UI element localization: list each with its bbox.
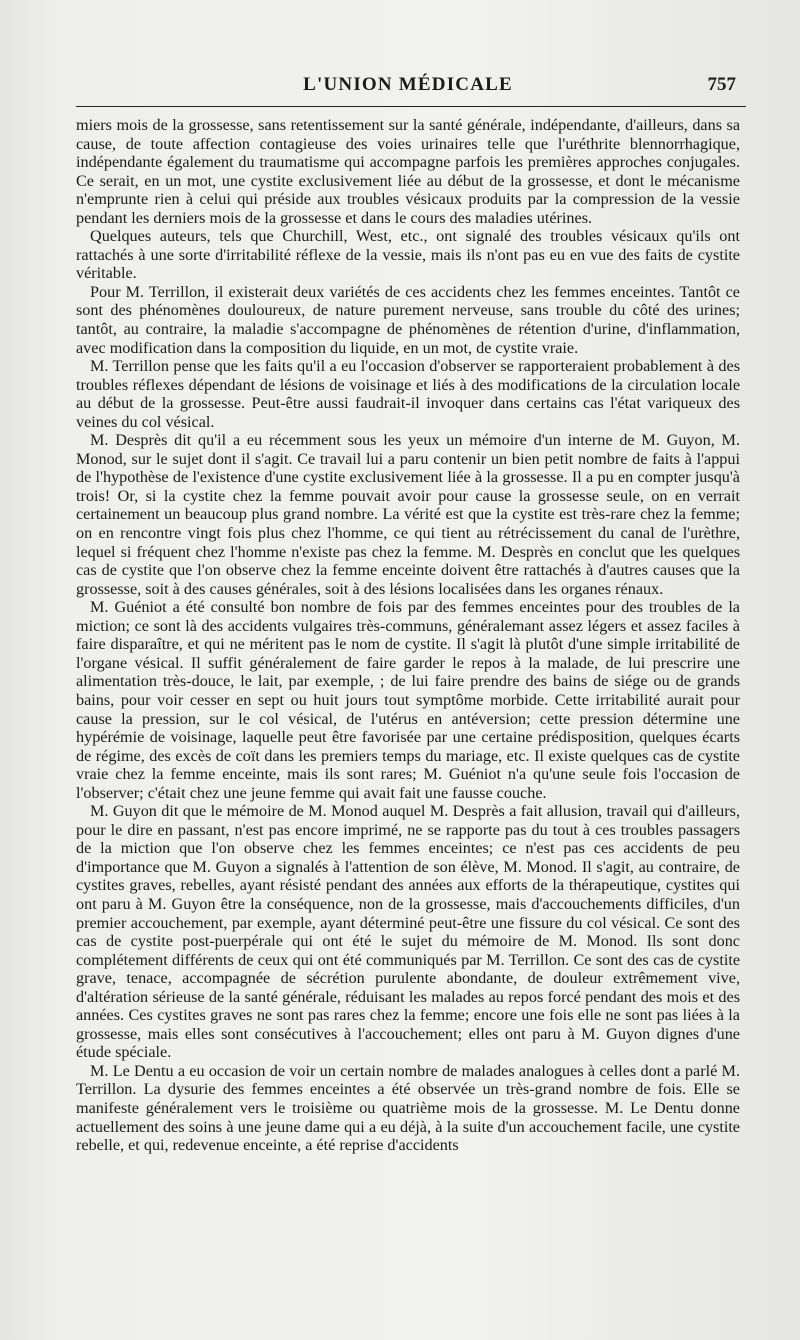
paragraph-churchill-west: Quelques auteurs, tels que Churchill, West, etc., ont signalé des troubles vésicaux qu'ils ont rattachés à une sorte d'irritabilité réflexe de la vessie, mais ils n'ont pas eu en vue des faits de cystite véritable.	[76, 227, 740, 283]
paragraph-gueniot: M. Guéniot a été consulté bon nombre de fois par des femmes enceintes pour des troubles de la miction; ce sont là des accidents vulgaires très-communs, généralemant assez légers et assez faciles à faire disparaître, et qui ne méritent pas le nom de cystite. Il s'agit là plutôt d'une simple irritabilité de l'organe vésical. Il suffit généralement de faire garder le repos à la malade, de lui prescrire une alimentation très-douce, le lait, par exemple, ; de lui faire prendre des bains de siége ou de grands bains, pour voir cesser en sept ou huit jours tout symptôme morbide. Cette irritabilité aurait pour cause la pression, sur le col vésical, de l'utérus en antéversion; cette pression détermine une hypérémie de voisinage, laquelle peut être favorisée par une certaine prédisposition, quelques écarts de régime, des excès de coït dans les premiers temps du mariage, etc. Il existe quelques cas de cystite vraie chez la femme enceinte, mais ils sont rares; M. Guéniot n'a qu'une seule fois l'occasion de l'observer; c'était chez une jeune femme qui avait fait une fausse couche.	[76, 598, 740, 802]
paragraph-terrillon-varieties: Pour M. Terrillon, il existerait deux variétés de ces accidents chez les femmes enceintes. Tantôt ce sont des phénomènes douloureux, de nature purement nerveuse, sans trouble du côté des urines; tantôt, au contraire, la maladie s'accompagne de phénomènes de rétention d'urine, d'inflammation, avec modification dans la composition du liquide, en un mot, de cystite vraie.	[76, 282, 740, 357]
page-header	[76, 66, 740, 100]
paragraph-terrillon-reflexes: M. Terrillon pense que les faits qu'il a eu l'occasion d'observer se rapporteraient probablement à des troubles réflexes dépendant de lésions de voisinage et liés à des modifications de la circulation locale au début de la grossesse. Peut-être aussi faudrait-il invoquer dans certains cas l'état variqueux des veines du col vésical.	[76, 357, 740, 431]
page-number: 757	[707, 74, 736, 95]
body-text	[76, 116, 740, 1155]
header-rule	[76, 106, 746, 107]
paragraph-le-dentu: M. Le Dentu a eu occasion de voir un certain nombre de malades analogues à celles dont a parlé M. Terrillon. La dysurie des femmes enceintes a été observée un très-grand nombre de fois. Elle se manifeste généralement vers le troisième ou quatrième mois de la grossesse. M. Le Dentu donne actuellement des soins à une jeune dame qui a eu déjà, à la suite d'un accouchement facile, une cystite rebelle, et qui, redevenue enceinte, a été reprise d'accidents	[76, 1061, 740, 1155]
paragraph-continuation: miers mois de la grossesse, sans retentissement sur la santé générale, indépendante, d'ailleurs, dans sa cause, de toute affection contagieuse des voies urinaires telle que l'uréthrite blennorrhagique, indépendante également du traumatisme qui accompagne parfois les premières approches conjugales. Ce serait, en un mot, une cystite exclusivement liée au début de la grossesse, et dont le mécanisme n'emprunte rien à celui qui préside aux troubles vésicaux produits par la compression de la vessie pendant les derniers mois de la grossesse et dans le cours des maladies utérines.	[76, 116, 740, 227]
paragraph-despres: M. Desprès dit qu'il a eu récemment sous les yeux un mémoire d'un interne de M. Guyon, M. Monod, sur le sujet dont il s'agit. Ce travail lui a paru contenir un bien petit nombre de faits à l'appui de l'hypothèse de l'existence d'une cystite exclusivement liée à la grossesse. Il a pu en compter jusqu'à trois! Or, si la cystite chez la femme pouvait avoir pour cause la grossesse seule, on en verrait certainement un beaucoup plus grand nombre. La vérité est que la cystite est très-rare chez la femme; on en rencontre vingt fois plus chez l'homme, ce qui tient au rétrécissement du canal de l'urèthre, lequel si fréquent chez l'homme n'existe pas chez la femme. M. Desprès en conclut que les quelques cas de cystite que l'on observe chez la femme enceinte doivent être rattachés à d'autres causes que la grossesse, soit à des causes générales, soit à des lésions localisées dans les organes rénaux.	[76, 431, 740, 598]
paragraph-guyon: M. Guyon dit que le mémoire de M. Monod auquel M. Desprès a fait allusion, travail qui d'ailleurs, pour le dire en passant, n'est pas encore imprimé, ne se rapporte pas du tout à ces troubles passagers de la miction que l'on observe chez les femmes enceintes; ce n'est pas ces accidents de peu d'importance que M. Guyon a signalés à l'attention de son élève, M. Monod. Il s'agit, au contraire, de cystites graves, rebelles, ayant résisté pendant des années aux efforts de la thérapeutique, cystites qui ont paru à M. Guyon être la conséquence, non de la grossesse, mais d'accouchements difficiles, d'un premier accouchement, par exemple, ayant déterminé peut-être une fissure du col vésical. Ce sont des cas de cystite post-puerpérale qui ont été le sujet du mémoire de M. Monod. Ils sont donc complétement différents de ceux qui ont été communiqués par M. Terrillon. Ce sont des cas de cystite grave, tenace, accompagnée de sécrétion purulente abondante, de douleur extrêmement vive, d'altération sérieuse de la santé générale, réduisant les malades au repos forcé pendant des mois et des années. Ces cystites graves ne sont pas rares chez la femme; encore une fois elle ne sont pas liées à la grossesse, mais elles sont consécutives à l'accouchement; elles ont paru à M. Guyon dignes d'une étude spéciale.	[76, 802, 740, 1062]
running-title: L'UNION MÉDICALE	[303, 74, 513, 95]
